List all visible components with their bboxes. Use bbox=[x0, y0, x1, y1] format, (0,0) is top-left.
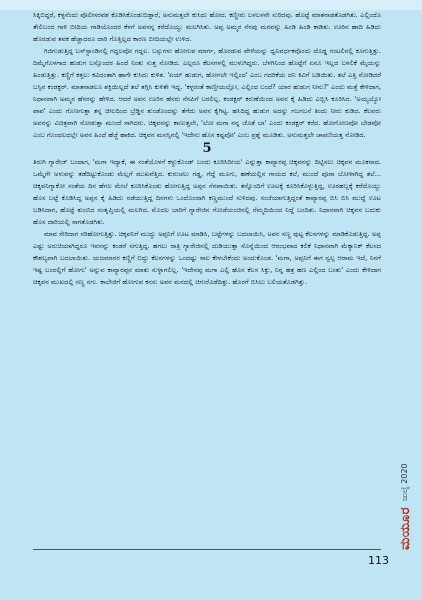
story-paragraph: ಸಿಕ್ಕಿಬಿದ್ದರೆ, ಕಳ್ಳನೆಂದು ಪೊಲೀಸರವಶ ಕೊಡಿಸಿಕೊಂಡುಬಿಡ್ತಾರೆ, ಅನುಮತ್ತಲೇ ಕುಸಿದು ಹೋದ. ಕಣ್ಣೀರು ಬಳಬಳನೇ ಸುರಿದವು. ಹೊಟ್ಟೆ ಮಾತನಾಡತೊಡಗಿತು. ಎಲ್ಲಿಂದೊ ತೇಲಿಬಂದ ಗಾಳಿ ಬೀದಿಯ ಗಾಡಿಯೊಂದರ ಕೆಳಗೆ ಅವನನ್ನ ಕರೆದೊಯ್ದು ಮಲಗಿಸಿತು. ಅಪ್ಪ ಅಮ್ಮರ ನೆನಪು ಮನವನ್ನು ಹಿಂಡಿ ಹಿಂಡಿ ಕಾಡಿತು. ಊರಿನ ಹಾದಿ ಹಿಡಿದು ಹೊರಡುವ ತವಕ ಹೆಚ್ಚಾದರೂ ದಾರಿ ಗೊತ್ತಿಲ್ಲದ ಕಾರಣ ಬೀದಿಯಲ್ಲೇ ಉಳಿದ. bbox=[33, 11, 381, 44]
issue-date: ಜುಲೈ 2020 bbox=[400, 463, 409, 502]
story-paragraph: ತಿರುಗಿ ಗ್ಯಾರೇಜ್ ಬಂದಾಗ, 'ಮಗಾ ಇದ್ಯಾಕೆ, ಈ ಸಂತೆಯೊಳಗೆ ಕಳ್ದುಕೊಂಡ್ ಬಂದು ಕೂರಿಸಿದೀಯ' ಎನ್ನುತ್ತಾ ಕಾವ್ಯಾರಪ್ಪ ಚಿಕ್ಕವನನ್ನು ದಿಟ್ಟಿಸಲು ಚಿಕ್ಕವನ ಮೂಕನಾದ. ಒಮ್ಮೆಗೇ ಅಳುವನ್ನು ತಡೆದಿಟ್ಟುಕೊಂಡು ಮೆಲ್ಲಗೆ ಮುಖವೆತ್ತಿದ. ಕುರುಚಲು ಗಡ್ಡ, ಗೆದ್ದೆ ಮೂಗು, ಹಣೆಯಲ್ಲಿನ ಗಾಯದ ಕಲೆ, ಮುಂದೆ ಪೂರಾ ಬೋಳಾಗಿದ್ದ ತಲೆ... ಚಿಕ್ಕವನಿಗ್ಯಾಕೋ ಸಂತೆಯ ದಿನ ಹೆಗಲ ಮೇಲೆ ಕೂರಿಸಿಕೊಂಡು ಹೋಗುತ್ತಿದ್ದ ಅಪ್ಪನ ನೆನಪಾಯಿತು. ತನ್ನೊಂದಿಗೆ ಊಟಕ್ಕೆ ಕೂರಿಸಿಕೊಳ್ಳುತ್ತಿದ್ದ, ಊರಹಬ್ಬಕ್ಕೆ ಕರೆದೊಯ್ದು ಹೊಸ ಬಟ್ಟೆ ಕೊಡಿಸಿದ್ದ ಅಪ್ಪನ ಕೈ ಹಿಡಿದು ನಡೆಯುತ್ತಿದ್ದ ದಿನಗಳು ಒಂದೊಂದಾಗಿ ಕಣ್ಣಮುಂದೆ ಸುಳಿದವು. ಸಂಜೆಯಾಗುತ್ತಿದ್ದಂತೆ ಕಾವ್ಯಾರಪ್ಪ ಬಿಸಿ ಬಿಸಿ ಮುದ್ದೆ ಊಟ ಬಡಿಸಿದಾಗ, ಹೊಟ್ಟೆ ತುಂಬಿದ ಸಂತೃಪ್ತಿಯಲ್ಲಿ ಮಲಗಿದ. ಮೊದಲ ಬಾರಿಗೆ ಗ್ಯಾರೇಜಿನ ಗೋಡೆಯಂಚಿನಲ್ಲಿ ನೆಮ್ಮದಿಯಿಂದ ನಿದ್ದೆ ಬಂದಿತು. ನಿಧಾನವಾಗಿ ಚಿಕ್ಕವನ ಬದುಕು ಹೊಸ ದಾರಿಯಲ್ಲಿ ಸಾಗತೊಡಗಿತು. bbox=[33, 157, 381, 226]
story-paragraph: ಗಿಜಿಗುಡುತ್ತಿದ್ದ ಬಸ್‌ಸ್ಟಾಂಡಿನಲ್ಲಿ ಗದ್ದಲವೋ ಗದ್ದಲ. ಬಸ್ಸುಗಳು ಹೋಗುವ ಮಾರ್ಗ, ಹೊರಡುವ ವೇಳೆಯನ್ನು ಧ್ವನಿವರ್ಧಕವೊಂದು ದೊಡ್ಡ ಗಂಟಲಿನಲ್ಲಿ ಕೂಗುತ್ತಿತ್ತು. ದಿಮ್ಮೆಗೊಳಗಾದ ಹುಡುಗ ಬಸ್ಸೊಂದರ ಹಿಂದೆ ನಿಂತು ಸುತ್ತ ನೋಡಿದ. ಎಲ್ಲರೂ ಕೆಲಸಗಳಲ್ಲಿ ಮುಳುಗಿದ್ದರು. ಬೆಳಗಿನಿಂದ ಹೊಟ್ಟೆಗೆ ಏನೂ ಇಲ್ಲದ ಬಳಲಿಕೆ ಮೈಯನ್ನು ಹಿಂಡುತ್ತಿತ್ತು. ಕಣ್ಣಿಗೆ ಕತ್ತಲು ಕವಿದಂತಾಗಿ ಹಾಗೇ ಕುಸಿದು ಕುಳಿತ. 'ಏಯ್ ಹುಡುಗ, ಹೋಗಲೇ ಇಲ್ಲಿಂದ' ಎಂಬ ಗದರಿಕೆಯ ದನಿ ಕಿವಿಗೆ ಬಡಿಯಿತು. ತಲೆ ಎತ್ತಿ ನೋಡಿದರೆ ಬಸ್ಸಿನ ಕಂಡಕ್ಟರ್. ಮಾತನಾಡಲೂ ಶಕ್ತಿಯಿಲ್ಲದೆ ತಲೆ ತಗ್ಗಿಸಿ ಕುಳಿತೇ ಇದ್ದ. 'ಕಳ್ಳರಂತೆ ಕಾಣ್ತೀಯಲ್ಲೋ, ಎಲ್ಲಿಂದ ಬಂದೆ? ಯಾರ ಹುಡುಗ ನೀನು?' ಎಂದು ಮತ್ತೆ ಕೇಳಿದಾಗ, ನಿಧಾನವಾಗಿ ಅಮ್ಮನ ಹೆಸರನ್ನು ಹೇಳಿದ. ಆದರೆ ಅವನ ಊರಿನ ಹೆಸರು ನೆನಪಿಗೆ ಬರಲಿಲ್ಲ. ಕಂಡಕ್ಟರ್ ಕರುಣೆಯಿಂದ ಅವನ ಕೈ ಹಿಡಿದು ಎಬ್ಬಿಸಿ ಕೂರಿಸಿದ. 'ಅಯ್ಯಯ್ಯೋ ಪಾಪ' ಎಂದು ಗೊಣಗುತ್ತಾ ತನ್ನ ಚೀಲದಿಂದ ಬ್ರೆಡ್ಡಿನ ತುಂಡೊಂದನ್ನು ತೆಗೆದು ಅವನ ಕೈಗಿಟ್ಟ. ಹಸಿದಿದ್ದ ಹುಡುಗ ಅದನ್ನು ಗಬಗಬನೆ ತಿಂದು ನೀರು ಕುಡಿದ. ಕೆಲವರು ಅವನನ್ನು ವಿಚಿತ್ರವಾಗಿ ನೋಡುತ್ತಾ ಮುಂದೆ ಸಾಗಿದರು. ಚಿಕ್ಕವನನ್ನು ಕಾಣುತ್ತಲೇ, 'ಲೋ ಮಗಾ ನನ್ನ ಜೊತೆ ಬಾ' ಎಂದು ಕಂಡಕ್ಟರ್ ಕರೆದ. ಹೋಗೋಣವೋ ಬೇಡವೋ ಎಂಬ ಗೊಂದಲದಲ್ಲೇ ಅವನ ಹಿಂದೆ ಹೆಜ್ಜೆ ಹಾಕಿದ. ಚಿಕ್ಕವನ ಮನಸ್ಸಿನಲ್ಲಿ 'ಇದೇನು ಹೊಸ ಕಷ್ಟವೋ' ಎಂಬ ಪ್ರಶ್ನೆ ಮೂಡಿತು. ಅನುಮತ್ತಲೇ ಚಾವಣಿಯತ್ತ ನೋಡಿದ. bbox=[33, 47, 381, 140]
story-text-column bbox=[33, 9, 381, 288]
magazine-side-label bbox=[390, 430, 420, 550]
page-number: 113 bbox=[368, 554, 389, 567]
footer-divider bbox=[33, 549, 381, 550]
story-paragraph: ಮಾವ ಸೇರಿದಾಗ ಸರಿಹೋಗುತ್ತಿತ್ತು. ಚಿಕ್ಕವನಿಗೆ ಮುದ್ದು ಅಪ್ಪನಿಗೆ ಊಟ ಮಾಡಿಸಿ, ಬಟ್ಟೆಗಳನ್ನು ಬದಲಾಯಿಸಿ, ಅವನ ಸಣ್ಣ ಪುಟ್ಟ ಕೆಲಸಗಳನ್ನು ಮಾಡಿಕೊಡುತ್ತಿದ್ದ. ಅಪ್ಪ ಎಷ್ಟು ಅರುಚಿಯಾಗಿದ್ದರೂ ಇವನನ್ನು ಕಂಡರೆ ನಗುತ್ತಿದ್ದ. ಹಗಲು ರಾತ್ರಿ ಗ್ಯಾರೇಜಿನಲ್ಲಿ ದುಡಿಯುತ್ತಾ ಸೊನ್ನೆಯಿಂದ ಆರಂಭವಾದ ಕಲಿಕೆ ನಿಧಾನವಾಗಿ ಮೆಕ್ಯಾನಿಕ್ ಕೆಲಸದ ಕೌಶಲ್ಯವಾಗಿ ಬದಲಾಯಿತು. ಯಜಮಾನರ ಕಣ್ಣಿಗೆ ಬಿದ್ದು ಕೆಲಸಗಳನ್ನು ಒಂದಷ್ಟು ಸಾಲ ಕೇಳಬೇಕೆಂದು ಅಂದುಕೊಂಡ. 'ಮಗಾ, ಅಪ್ಪನಿಗೆ ಈಗ ಸ್ವಲ್ಪ ಆರಾಮ ಇದೆ, ನಿನಗೆ ಇಷ್ಟ ಬಂದಲ್ಲಿಗೆ ಹೋಗು' ಅನ್ನುವ ಕಾವ್ಯಾರಪ್ಪನ ಮಾತು ಸುಳ್ಳಾಗಲಿಲ್ಲ. 'ಇದೇನಪ್ಪ ಮಗಾ ಎಲ್ಲಿ ಹೊಸ ಕೆಲಸ ಸಿಕ್ತು, ನಿನ್ನ ಹತ್ರ ಹಣ ಎಲ್ಲಿಂದ ಬಂತು' ಎಂದು ಕೇಳಿದಾಗ ಚಿಕ್ಕವನ ಮುಖದಲ್ಲಿ ಸಣ್ಣ ನಗು. ಕಾಲೇಜಿಗೆ ಹೋಗುವ ಕನಸು ಅವನ ಮನದಲ್ಲಿ ಚಿಗುರೊಡೆದಿತ್ತು. ಹೊರಗೆ ಬಿಸಿಲು ಬಲಿಯತೊಡಗಿತ್ತು. bbox=[33, 229, 381, 286]
magazine-logo: ಮಯೂರ bbox=[397, 507, 413, 550]
section-number: 5 bbox=[202, 140, 212, 156]
